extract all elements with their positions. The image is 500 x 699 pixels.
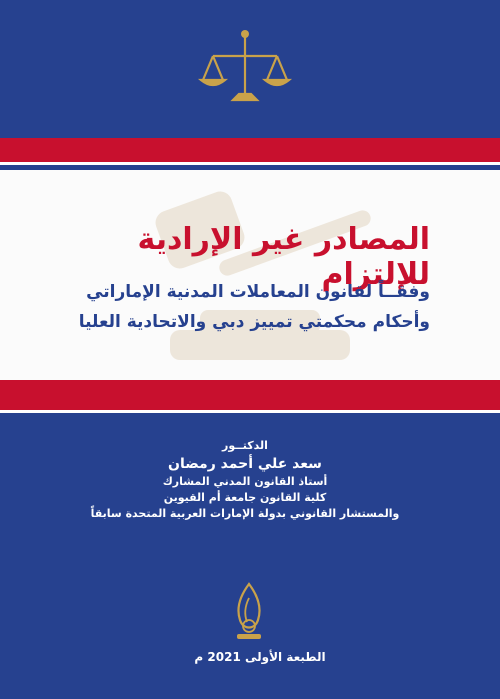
- subtitle-line-2: وأحكام محكمتي تمييز دبي والاتحادية العليا: [78, 312, 430, 332]
- scales-of-justice-icon: [195, 28, 295, 108]
- edition-label: الطبعة الأولى 2021 م: [194, 650, 326, 664]
- bottom-red-band: [0, 380, 500, 410]
- author-title: الدكتــور: [222, 439, 268, 452]
- top-red-stripe: [0, 138, 500, 162]
- author-position-1: أستاذ القانون المدني المشارك: [162, 475, 328, 489]
- book-title: المصادر غير الإرادية للإلتزام: [137, 222, 430, 292]
- author-name: سعد علي أحمد رمضان: [168, 455, 322, 472]
- publisher-logo-icon: [226, 582, 272, 642]
- subtitle-line-1: وفقــاً لقانون المعاملات المدنية الإماراتي: [86, 282, 430, 302]
- author-position-3: والمستشار القانوني بدولة الإمارات العربية المتحدة سابقاً: [90, 507, 400, 521]
- author-block: [75, 438, 415, 522]
- author-position-2: كلية القانون جامعة أم القيوين: [163, 491, 327, 505]
